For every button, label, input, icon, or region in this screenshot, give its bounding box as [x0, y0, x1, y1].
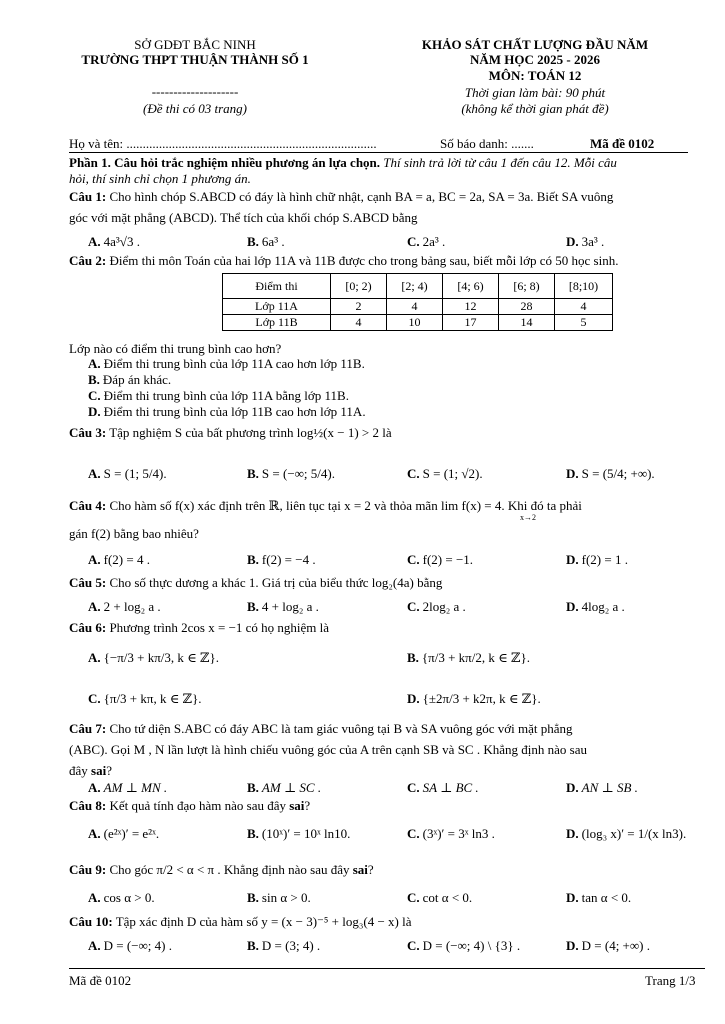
q4-option-a[interactable]: A. f(2) = 4 . — [88, 552, 150, 567]
footer-divider — [69, 968, 705, 969]
school-year: NĂM HỌC 2025 - 2026 — [470, 52, 600, 67]
q6-option-c[interactable]: C. {π/3 + kπ, k ∈ ℤ}. — [88, 691, 202, 706]
question-label: Câu 7: — [69, 721, 107, 736]
question-label: Câu 1: — [69, 189, 107, 204]
q7-option-b[interactable]: B. AM ⊥ SC . — [247, 780, 322, 795]
question-4-cont: gán f(2) bằng bao nhiêu? — [69, 526, 199, 541]
q9-option-b[interactable]: B. sin α > 0. — [247, 890, 311, 905]
q2-option-d[interactable]: D. Điểm thi trung bình của lớp 11B cao hơn lớp 11A. — [88, 404, 366, 419]
q10-option-a[interactable]: A. D = (−∞; 4) . — [88, 938, 172, 953]
exam-title: KHẢO SÁT CHẤT LƯỢNG ĐẦU NĂM — [421, 37, 649, 52]
emphasis-sai: sai — [289, 798, 305, 813]
question-label: Câu 10: — [69, 914, 113, 929]
q2-option-c[interactable]: C. Điểm thi trung bình của lớp 11A bằng lớp 11B. — [88, 388, 349, 403]
table-header: Điểm thi — [223, 274, 331, 299]
question-text: Tập nghiệm S của bất phương trình log½(x − 1) > 2 là — [106, 425, 392, 440]
emphasis-sai: sai — [91, 763, 107, 778]
q5-option-d[interactable]: D. 4log₂ a . — [566, 599, 625, 614]
question-text: Điểm thi môn Toán của hai lớp 11A và 11B được cho trong bảng sau, biết mỗi lớp có 50 học sinh. — [106, 253, 619, 268]
q9-option-a[interactable]: A. cos α > 0. — [88, 890, 155, 905]
q7-option-d[interactable]: D. AN ⊥ SB . — [566, 780, 638, 795]
q2-option-a[interactable]: A. Điểm thi trung bình của lớp 11A cao hơn lớp 11B. — [88, 356, 365, 371]
table-header: [0; 2) — [331, 274, 387, 299]
q1-option-a[interactable]: A. 4a³√3 . — [88, 234, 140, 249]
q5-option-b[interactable]: B. 4 + log₂ a . — [247, 599, 319, 614]
part1-title: Phần 1. Câu hỏi trắc nghiệm nhiều phương án lựa chọn. — [69, 155, 381, 170]
page-number: Trang 1/3 — [645, 973, 696, 988]
question-9: Câu 9: Cho góc π/2 < α < π . Khẳng định nào sau đây sai? — [69, 862, 374, 877]
question-7-cont2: đây sai? — [69, 763, 112, 778]
q6-option-a[interactable]: A. {−π/3 + kπ/3, k ∈ ℤ}. — [88, 650, 219, 665]
q10-option-d[interactable]: D. D = (4; +∞) . — [566, 938, 650, 953]
table-header: [2; 4) — [387, 274, 443, 299]
question-3 — [69, 425, 392, 440]
question-8: Câu 8: Kết quả tính đạo hàm nào sau đây sai? — [69, 798, 311, 813]
q3-option-b[interactable]: B. S = (−∞; 5/4). — [247, 466, 335, 481]
question-text: Tập xác định D của hàm số y = (x − 3)⁻⁵ + log₃(4 − x) là — [112, 914, 412, 929]
duration-note: (không kể thời gian phát đề) — [461, 101, 609, 116]
question-text: Phương trình 2cos x = −1 có họ nghiệm là — [106, 620, 330, 635]
question-2-prompt: Lớp nào có điểm thi trung bình cao hơn? — [69, 341, 282, 356]
question-label: Câu 4: — [69, 498, 107, 513]
duration: Thời gian làm bài: 90 phút — [464, 85, 606, 100]
dept-name: SỞ GDĐT BẮC NINH — [134, 37, 256, 52]
q8-option-c[interactable]: C. (3ˣ)′ = 3ˣ ln3 . — [407, 826, 495, 841]
question-label: Câu 6: — [69, 620, 107, 635]
q8-option-a[interactable]: A. (e²ˣ)′ = e²ˣ. — [88, 826, 160, 841]
q5-option-c[interactable]: C. 2log₂ a . — [407, 599, 466, 614]
q2-option-b[interactable]: B. Đáp án khác. — [88, 372, 172, 387]
question-label: Câu 8: — [69, 798, 107, 813]
question-label: Câu 2: — [69, 253, 107, 268]
table-header: [8;10) — [555, 274, 613, 299]
question-1-cont: góc với mặt phẳng (ABCD). Thể tích của khối chóp S.ABCD bằng — [69, 210, 418, 225]
q3-option-a[interactable]: A. S = (1; 5/4). — [88, 466, 167, 481]
q1-option-d[interactable]: D. 3a³ . — [566, 234, 605, 249]
question-7-cont: (ABC). Gọi M , N lần lượt là hình chiếu vuông góc của A trên cạnh SB và SC . Khẳng định nào sau — [69, 742, 587, 757]
table-row: Lớp 11B 4 10 17 14 5 — [223, 315, 613, 331]
q4-option-b[interactable]: B. f(2) = −4 . — [247, 552, 316, 567]
q4-option-d[interactable]: D. f(2) = 1 . — [566, 552, 628, 567]
q1-option-c[interactable]: C. 2a³ . — [407, 234, 446, 249]
q10-option-b[interactable]: B. D = (3; 4) . — [247, 938, 321, 953]
question-4 — [69, 498, 582, 513]
emphasis-sai: sai — [352, 862, 368, 877]
question-1 — [69, 189, 613, 204]
q10-option-c[interactable]: C. D = (−∞; 4) \ {3} . — [407, 938, 521, 953]
header-dashes: -------------------- — [151, 84, 239, 99]
q1-option-b[interactable]: B. 6a³ . — [247, 234, 285, 249]
q6-option-b[interactable]: B. {π/3 + kπ/2, k ∈ ℤ}. — [407, 650, 530, 665]
question-text: Cho hàm số f(x) xác định trên ℝ, liên tục tại x = 2 và thỏa mãn lim f(x) = 4. Khi đó ta phải — [106, 498, 582, 513]
table-row: Lớp 11A 2 4 12 28 4 — [223, 299, 613, 315]
q5-option-a[interactable]: A. 2 + log₂ a . — [88, 599, 161, 614]
part1-heading — [69, 155, 617, 170]
question-text: Cho tứ diện S.ABC có đáy ABC là tam giác vuông tại B và SA vuông góc với mặt phẳng — [106, 721, 573, 736]
question-text: Cho hình chóp S.ABCD có đáy là hình chữ nhật, cạnh BA = a, BC = 2a, SA = 3a. Biết SA vuông — [106, 189, 614, 204]
score-table — [222, 273, 613, 331]
question-5 — [69, 575, 442, 590]
question-text: Cho số thực dương a khác 1. Giá trị của biểu thức log₂(4a) bằng — [106, 575, 443, 590]
table-header: [4; 6) — [443, 274, 499, 299]
student-name-field: Họ và tên: ............................................................................. — [69, 136, 377, 151]
q8-option-d[interactable]: D. (log₃ x)′ = 1/(x ln3). — [566, 826, 687, 841]
student-id-field: Số báo danh: ....... — [440, 136, 534, 151]
q9-option-d[interactable]: D. tan α < 0. — [566, 890, 632, 905]
subject: MÔN: TOÁN 12 — [488, 68, 582, 83]
q7-option-a[interactable]: A. AM ⊥ MN . — [88, 780, 168, 795]
question-10 — [69, 914, 412, 929]
q4-option-c[interactable]: C. f(2) = −1. — [407, 552, 474, 567]
question-2 — [69, 253, 618, 268]
q9-option-c[interactable]: C. cot α < 0. — [407, 890, 473, 905]
pages-note: (Đề thi có 03 trang) — [143, 101, 247, 116]
footer-code: Mã đề 0102 — [69, 973, 132, 988]
q3-option-c[interactable]: C. S = (1; √2). — [407, 466, 483, 481]
part1-instruction-cont: hỏi, thí sinh chỉ chọn 1 phương án. — [69, 171, 251, 186]
table-header: [6; 8) — [499, 274, 555, 299]
question-7 — [69, 721, 573, 736]
q7-option-c[interactable]: C. SA ⊥ BC . — [407, 780, 479, 795]
question-label: Câu 9: — [69, 862, 107, 877]
question-label: Câu 5: — [69, 575, 107, 590]
q6-option-d[interactable]: D. {±2π/3 + k2π, k ∈ ℤ}. — [407, 691, 541, 706]
exam-code: Mã đề 0102 — [590, 136, 655, 151]
question-label: Câu 3: — [69, 425, 107, 440]
limit-subscript: x→2 — [520, 513, 536, 522]
q8-option-b[interactable]: B. (10ˣ)′ = 10ˣ ln10. — [247, 826, 351, 841]
divider — [69, 152, 688, 153]
part1-instruction: Thí sinh trả lời từ câu 1 đến câu 12. Mỗi câu — [380, 155, 617, 170]
school-name: TRƯỜNG THPT THUẬN THÀNH SỐ 1 — [81, 52, 309, 67]
q3-option-d[interactable]: D. S = (5/4; +∞). — [566, 466, 655, 481]
question-6 — [69, 620, 329, 635]
